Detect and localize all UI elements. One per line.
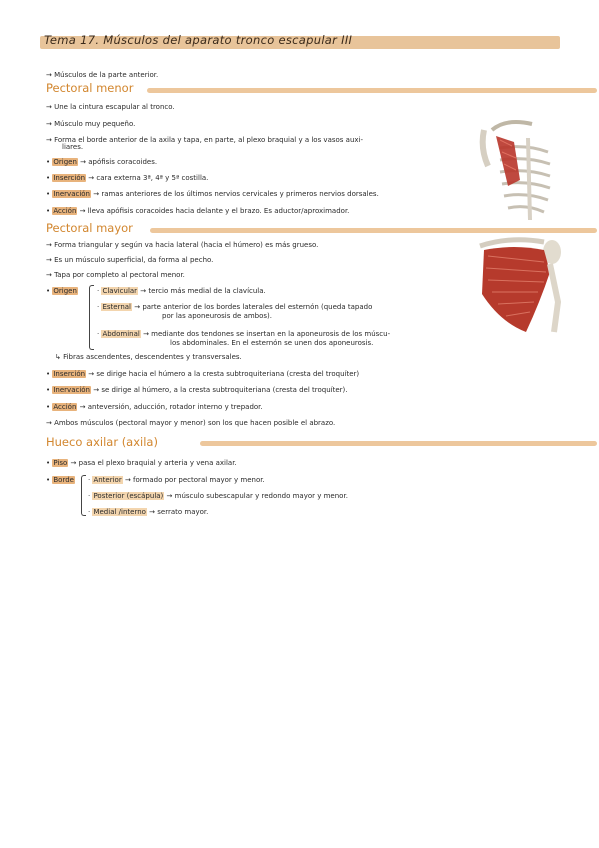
origen-row: • Origen xyxy=(46,287,77,295)
esternal-label: Esternal xyxy=(102,303,131,311)
medial-label: Medial /interno xyxy=(93,508,146,516)
piso-text: → pasa el plexo braquial y arteria y vena axilar. xyxy=(70,459,237,467)
clavicular-text: → tercio más medial de la clavícula. xyxy=(140,287,266,295)
posterior-row: · Posterior (escápula) → músculo subescapular y redondo mayor y menor. xyxy=(88,492,348,500)
borde-row: • Borde xyxy=(46,476,74,484)
pectoral-mayor-illustration xyxy=(470,232,564,336)
anterior-label: Anterior xyxy=(93,476,122,484)
anterior-text: → formado por pectoral mayor y menor. xyxy=(124,476,265,484)
page-title: Tema 17. Músculos del aparato tronco escapular III xyxy=(44,33,353,47)
abdominal-text-cont: los abdominales. En el esternón se unen dos aponeurosis. xyxy=(170,339,374,347)
abdominal-label: Abdominal xyxy=(102,330,140,338)
borde-label: Borde xyxy=(53,476,74,484)
inervacion-label: Inervación xyxy=(53,190,90,198)
insercion-row: • Inserción → cara externa 3ª, 4ª y 5ª costilla. xyxy=(46,174,209,182)
esternal-text: → parte anterior de los bordes laterales del esternón (queda tapado xyxy=(134,303,373,311)
origen-row: • Origen → apófisis coracoides. xyxy=(46,158,158,166)
text-line: liares. xyxy=(62,143,84,151)
abdominal-row: · Abdominal → mediante dos tendones se insertan en la aponeurosis de los múscu- xyxy=(97,330,391,338)
clavicular-row: · Clavicular → tercio más medial de la clavícula. xyxy=(97,287,266,295)
clavicular-label: Clavicular xyxy=(102,287,138,295)
section-divider xyxy=(200,441,597,446)
accion-row: • Acción → lleva apófisis coracoides hacia delante y el brazo. Es aductor/aproximador. xyxy=(46,207,350,215)
section-heading-pectoral-mayor: Pectoral mayor xyxy=(46,221,133,235)
anterior-row: · Anterior → formado por pectoral mayor y menor. xyxy=(88,476,265,484)
posterior-label: Posterior (escápula) xyxy=(93,492,164,500)
inervacion-text: → se dirige al húmero, a la cresta subtroquiteriana (cresta del troquíter). xyxy=(93,386,348,394)
section-heading-pectoral-menor: Pectoral menor xyxy=(46,81,134,95)
intro-text: → Músculos de la parte anterior. xyxy=(46,71,159,79)
origen-label: Origen xyxy=(53,158,77,166)
piso-label: Piso xyxy=(53,459,68,467)
insercion-label: Inserción xyxy=(53,174,86,182)
section-heading-hueco-axilar: Hueco axilar (axila) xyxy=(46,435,158,449)
insercion-row: • Inserción → se dirige hacia el húmero a la cresta subtroquiteriana (cresta del troquíter) xyxy=(46,370,360,378)
esternal-row: · Esternal → parte anterior de los bordes laterales del esternón (queda tapado xyxy=(97,303,373,311)
inervacion-row: • Inervación → se dirige al húmero, a la cresta subtroquiteriana (cresta del troquíter). xyxy=(46,386,348,394)
posterior-text: → músculo subescapular y redondo mayor y menor. xyxy=(166,492,348,500)
text-line: → Forma triangular y según va hacia lateral (hacia el húmero) es más grueso. xyxy=(46,241,319,249)
text-line: → Músculo muy pequeño. xyxy=(46,120,136,128)
piso-row: • Piso → pasa el plexo braquial y arteria y vena axilar. xyxy=(46,459,237,467)
origen-text: → apófisis coracoides. xyxy=(80,158,158,166)
esternal-text-cont: por las aponeurosis de ambos). xyxy=(162,312,273,320)
text-line: → Forma el borde anterior de la axila y tapa, en parte, al plexo braquial y a los vasos auxi- xyxy=(46,136,364,144)
medial-row: · Medial /interno → serrato mayor. xyxy=(88,508,209,516)
borde-bracket xyxy=(81,475,86,516)
fibras-text: ↳ Fibras ascendentes, descendentes y transversales. xyxy=(55,353,242,361)
insercion-label: Inserción xyxy=(53,370,86,378)
inervacion-text: → ramas anteriores de los últimos nervios cervicales y primeros nervios dorsales. xyxy=(93,190,379,198)
text-line: → Es un músculo superficial, da forma al pecho. xyxy=(46,256,214,264)
origen-bracket xyxy=(89,285,94,350)
text-line: → Une la cintura escapular al tronco. xyxy=(46,103,175,111)
inervacion-row: • Inervación → ramas anteriores de los últimos nervios cervicales y primeros nervios dorsales. xyxy=(46,190,379,198)
medial-text: → serrato mayor. xyxy=(149,508,209,516)
insercion-text: → cara externa 3ª, 4ª y 5ª costilla. xyxy=(88,174,209,182)
origen-label: Origen xyxy=(53,287,77,295)
insercion-text: → se dirige hacia el húmero a la cresta subtroquiteriana (cresta del troquíter) xyxy=(88,370,360,378)
section-divider xyxy=(147,88,597,93)
text-line: → Tapa por completo al pectoral menor. xyxy=(46,271,185,279)
inervacion-label: Inervación xyxy=(53,386,90,394)
ambos-text: → Ambos músculos (pectoral mayor y menor) son los que hacen posible el abrazo. xyxy=(46,419,336,427)
accion-label: Acción xyxy=(53,207,77,215)
abdominal-text: → mediante dos tendones se insertan en la aponeurosis de los múscu- xyxy=(143,330,391,338)
accion-text: → anteversión, aducción, rotador interno y trepador. xyxy=(79,403,263,411)
accion-row: • Acción → anteversión, aducción, rotador interno y trepador. xyxy=(46,403,263,411)
pectoral-menor-illustration xyxy=(478,108,556,226)
accion-label: Acción xyxy=(53,403,77,411)
accion-text: → lleva apófisis coracoides hacia delante y el brazo. Es aductor/aproximador. xyxy=(79,207,350,215)
